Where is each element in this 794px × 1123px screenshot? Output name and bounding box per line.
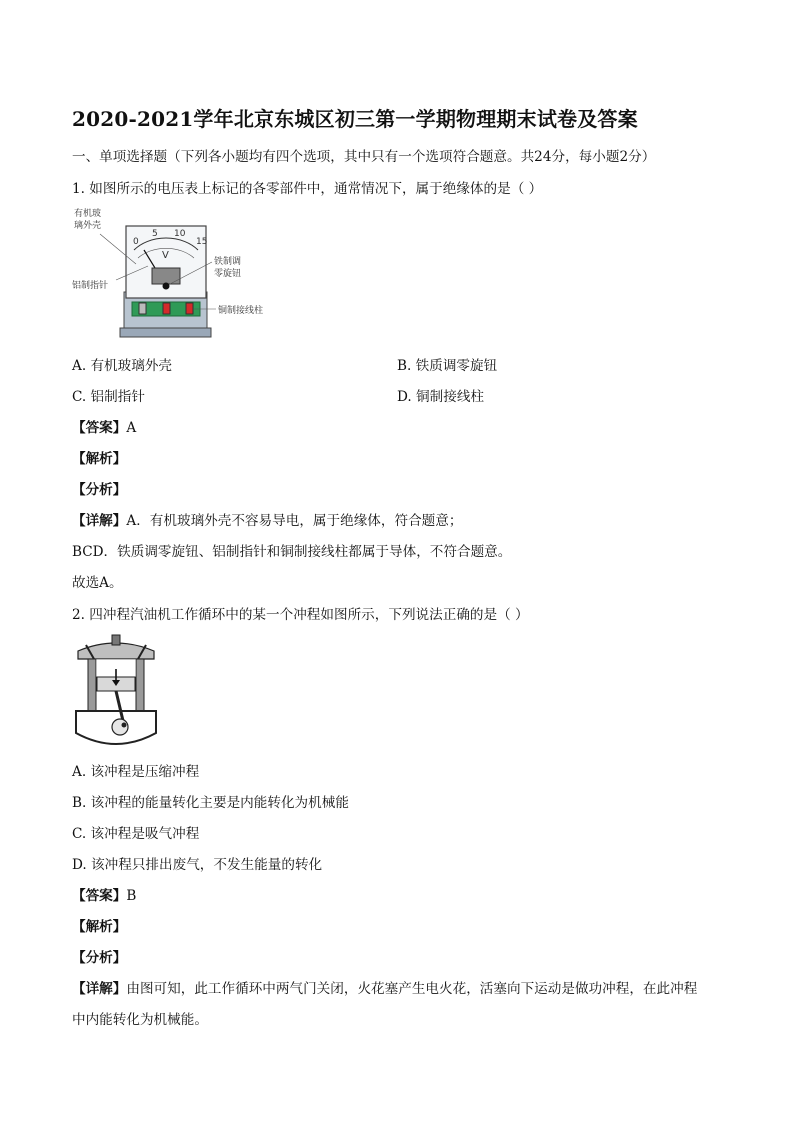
terminal-post-middle — [163, 303, 170, 314]
meter-dial-housing — [152, 268, 180, 284]
crankshaft — [112, 719, 128, 735]
crank-pin — [122, 723, 127, 728]
q1-option-d: D. 铜制接线柱 — [397, 389, 485, 405]
label-glass-2: 璃外壳 — [74, 221, 102, 231]
q2-answer — [72, 884, 136, 904]
q2-detail-1 — [72, 977, 697, 997]
label-terminal: 铜制接线柱 — [218, 306, 264, 316]
page-title: 2020-2021学年北京东城区初三第一学期物理期末试卷及答案 — [72, 107, 638, 131]
q1-option-a: A. 有机玻璃外壳 — [72, 358, 173, 374]
cylinder-wall-right — [136, 659, 144, 711]
q1-option-c: C. 铝制指针 — [72, 389, 145, 405]
q1-jiexi-tag: 【解析】 — [72, 451, 127, 467]
q1-option-b: B. 铁质调零旋钮 — [397, 358, 498, 374]
q1-detail-1-text: A．有机玻璃外壳不容易导电，属于绝缘体，符合题意； — [126, 513, 463, 529]
tick-5: 5 — [152, 229, 158, 239]
engine-stroke-figure — [72, 633, 160, 751]
q1-fenxi-tag: 【分析】 — [72, 482, 127, 498]
question-2-stem: 2. 四冲程汽油机工作循环中的某一个冲程如图所示，下列说法正确的是（ ） — [72, 607, 529, 623]
q2-answer-value: B — [126, 888, 137, 904]
tick-10: 10 — [174, 229, 186, 239]
q1-detail-tag: 【详解】 — [72, 513, 127, 529]
tick-0: 0 — [133, 237, 139, 247]
label-knob-2: 零旋钮 — [214, 269, 242, 279]
q2-option-d: D. 该冲程只排出废气，不发生能量的转化 — [72, 857, 323, 873]
q1-answer — [72, 416, 136, 436]
q2-detail-1-text: 由图可知，此工作循环中两气门关闭，火花塞产生电火花，活塞向下运动是做功冲程，在此冲程 — [126, 981, 698, 997]
label-knob-1: 铁制调 — [214, 257, 242, 267]
cylinder-wall-left — [88, 659, 96, 711]
q2-answer-tag: 【答案】 — [72, 888, 127, 904]
terminal-post-left — [139, 303, 146, 314]
q2-option-c: C. 该冲程是吸气冲程 — [72, 826, 200, 842]
q2-detail-tag: 【详解】 — [72, 981, 127, 997]
zero-adjust-knob — [163, 283, 170, 290]
q2-jiexi-tag: 【解析】 — [72, 919, 127, 935]
q2-option-b: B. 该冲程的能量转化主要是内能转化为机械能 — [72, 795, 349, 811]
tick-15: 15 — [196, 237, 208, 247]
q1-answer-tag: 【答案】 — [72, 420, 127, 436]
unit-symbol: V — [162, 250, 169, 261]
q2-fenxi-tag: 【分析】 — [72, 950, 127, 966]
section-heading: 一、单项选择题（下列各小题均有四个选项，其中只有一个选项符合题意。共24分，每小题2分） — [72, 149, 656, 165]
q1-answer-value: A — [126, 420, 137, 436]
voltmeter-figure — [72, 206, 287, 339]
question-1-stem: 1. 如图所示的电压表上标记的各零部件中，通常情况下，属于绝缘体的是（ ） — [72, 181, 543, 197]
q1-detail-2: BCD．铁质调零旋钮、铝制指针和铜制接线柱都属于导体，不符合题意。 — [72, 544, 512, 560]
q1-detail-1 — [72, 509, 462, 529]
q1-conclusion: 故选A。 — [72, 575, 123, 591]
terminal-post-right — [186, 303, 193, 314]
label-glass-1: 有机玻 — [74, 209, 102, 219]
label-pointer: 铝制指针 — [72, 281, 109, 291]
spark-plug-icon — [112, 635, 120, 645]
q2-detail-2: 中内能转化为机械能。 — [72, 1012, 208, 1028]
meter-base-bottom — [120, 328, 211, 337]
q2-option-a: A. 该冲程是压缩冲程 — [72, 764, 200, 780]
